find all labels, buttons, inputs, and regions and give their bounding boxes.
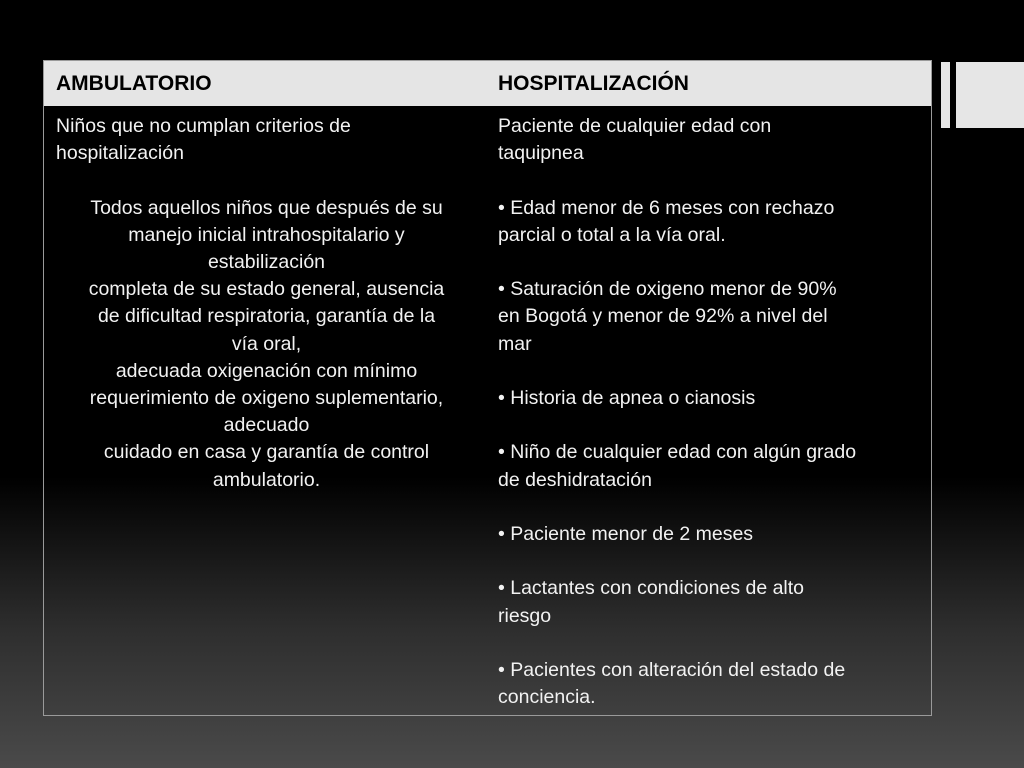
left-body-line: Todos aquellos niños que después de su <box>90 196 443 219</box>
criteria-item-line: • Saturación de oxigeno menor de 90% <box>498 278 837 301</box>
criteria-item-line: • Niño de cualquier edad con algún grado <box>498 441 857 464</box>
left-body-line: adecuada oxigenación con mínimo <box>115 359 418 382</box>
left-body-line: estabilización <box>207 251 326 273</box>
criteria-item-line: mar <box>498 332 532 355</box>
criteria-item-line: • Paciente menor de 2 meses <box>498 522 754 545</box>
left-body-line: manejo inicial intrahospitalario y <box>128 223 405 246</box>
criteria-item-line: • Edad menor de 6 meses con rechazo <box>498 196 835 219</box>
left-body-line: completa de su estado general, ausencia <box>88 278 445 301</box>
header-hospitalizacion: HOSPITALIZACIÓN <box>498 72 689 95</box>
right-intro-line: taquipnea <box>498 142 584 165</box>
header-ambulatorio: AMBULATORIO <box>56 72 212 95</box>
criteria-item-line: • Pacientes con alteración del estado de <box>498 658 846 681</box>
right-intro-line: Paciente de cualquier edad con <box>498 115 772 137</box>
left-body-line: vía oral, <box>231 332 302 355</box>
hospitalizacion-cell <box>487 106 931 711</box>
criteria-item-line: conciencia. <box>498 686 596 709</box>
criteria-item-line: riesgo <box>498 604 552 627</box>
left-intro-line: hospitalización <box>56 142 184 165</box>
criteria-item-line: parcial o total a la vía oral. <box>498 223 726 246</box>
table-body <box>44 106 931 711</box>
left-body-line: adecuado <box>223 414 310 437</box>
decorative-bar-wide <box>956 62 1024 128</box>
table-header <box>44 61 931 106</box>
criteria-item-line: en Bogotá y menor de 92% a nivel del <box>498 305 828 328</box>
left-body-line: requerimiento de oxigeno suplementario, <box>89 387 444 410</box>
left-body-line: cuidado en casa y garantía de control <box>103 441 430 464</box>
criteria-item-line: • Lactantes con condiciones de alto <box>498 577 805 600</box>
criteria-table <box>43 60 932 716</box>
decorative-bar-thin <box>941 62 950 128</box>
left-body-line: de dificultad respiratoria, garantía de la <box>97 305 436 328</box>
criteria-item-line: • Historia de apnea o cianosis <box>498 386 756 409</box>
ambulatorio-cell <box>44 106 487 711</box>
left-intro-line: Niños que no cumplan criterios de <box>56 115 351 137</box>
left-body-line: ambulatorio. <box>212 468 321 491</box>
criteria-item-line: de deshidratación <box>498 468 652 491</box>
